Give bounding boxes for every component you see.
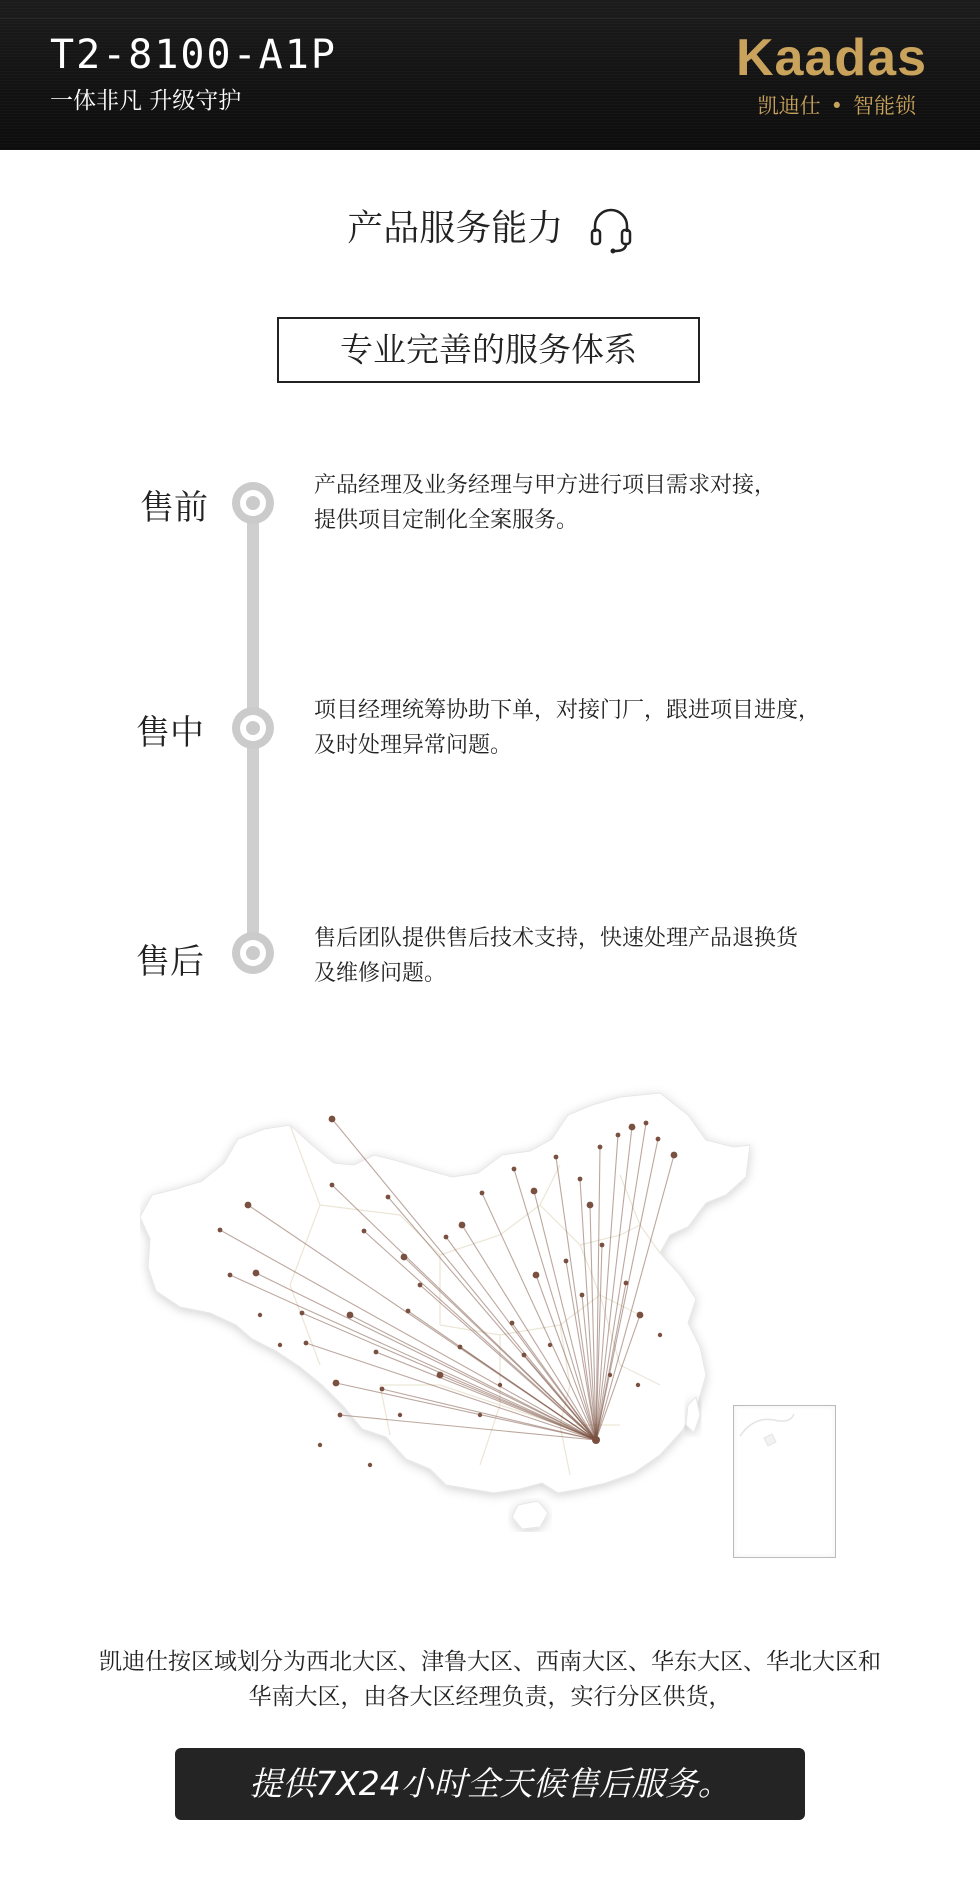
presale-desc-line1: 产品经理及业务经理与甲方进行项目需求对接， — [314, 473, 777, 498]
product-slogan: 一体非凡 升级守护 — [50, 88, 242, 114]
city-point — [333, 1380, 340, 1387]
city-point — [510, 1321, 515, 1326]
timeline-node-insale — [232, 707, 274, 749]
city-point — [245, 1202, 252, 1209]
city-point — [218, 1228, 223, 1233]
city-point — [498, 1383, 502, 1387]
city-point — [637, 1312, 644, 1319]
city-point — [587, 1202, 594, 1209]
region-line1: 凯迪仕按区域划分为西北大区、津鲁大区、西南大区、华东大区、华北大区和 — [99, 1649, 881, 1675]
presale-desc-line2: 提供项目定制化全案服务。 — [314, 508, 579, 533]
city-point — [644, 1121, 649, 1126]
city-point — [616, 1133, 621, 1138]
region-description — [60, 1645, 920, 1715]
city-point — [278, 1343, 282, 1347]
city-point — [418, 1283, 423, 1288]
stage-description-aftersale — [314, 921, 874, 991]
brand-dot: • — [830, 94, 843, 118]
city-point — [522, 1353, 527, 1358]
city-point — [600, 1243, 605, 1248]
city-point — [444, 1235, 449, 1240]
timeline-node-presale — [232, 482, 274, 524]
brand-tagline: 智能锁 — [853, 94, 916, 118]
city-point — [437, 1372, 444, 1379]
hub-point — [592, 1436, 600, 1444]
aftersale-desc-line1: 售后团队提供售后技术支持，快速处理产品退换货 — [314, 926, 799, 951]
service-banner: 提供7X24小时全天候售后服务。 — [175, 1748, 805, 1820]
stage-description-insale — [314, 693, 874, 763]
city-point — [253, 1270, 260, 1277]
city-point — [329, 1116, 336, 1123]
brand-subtitle — [736, 90, 916, 120]
stage-description-presale — [314, 468, 874, 538]
region-line2: 华南大区，由各大区经理负责，实行分区供货， — [248, 1684, 732, 1710]
city-point — [374, 1350, 379, 1355]
city-point — [512, 1167, 517, 1172]
city-point — [318, 1443, 322, 1447]
city-point — [401, 1254, 408, 1261]
city-point — [478, 1413, 482, 1417]
headset-icon — [589, 206, 633, 254]
section-title — [0, 200, 980, 254]
city-point — [330, 1183, 335, 1188]
city-point — [459, 1222, 466, 1229]
model-number: T2-8100-A1P — [50, 32, 337, 78]
city-point — [258, 1313, 262, 1317]
south-china-sea-inset — [733, 1405, 836, 1558]
china-map-shape — [140, 1093, 750, 1493]
city-point — [338, 1413, 343, 1418]
city-point — [531, 1188, 538, 1195]
city-point — [368, 1463, 372, 1467]
hainan-island — [512, 1501, 548, 1529]
stage-label-insale: 售中 — [136, 713, 204, 753]
service-system-box: 专业完善的服务体系 — [277, 317, 700, 383]
insale-desc-line2: 及时处理异常问题。 — [314, 733, 513, 758]
city-point — [564, 1259, 569, 1264]
city-point — [398, 1413, 402, 1417]
city-point — [228, 1273, 233, 1278]
city-point — [386, 1195, 391, 1200]
brand-logo — [736, 29, 927, 120]
stage-label-presale: 售前 — [140, 488, 208, 528]
city-point — [458, 1345, 463, 1350]
city-point — [671, 1152, 678, 1159]
city-point — [347, 1312, 354, 1319]
city-point — [380, 1387, 385, 1392]
city-point — [578, 1177, 583, 1182]
city-point — [629, 1124, 636, 1131]
city-point — [533, 1272, 540, 1279]
header-banner — [0, 0, 980, 150]
city-point — [548, 1343, 552, 1347]
city-point — [656, 1137, 661, 1142]
city-point — [362, 1229, 367, 1234]
city-point — [406, 1309, 411, 1314]
city-point — [554, 1155, 559, 1160]
city-point — [608, 1373, 612, 1377]
insale-desc-line1: 项目经理统筹协助下单，对接门厂，跟进项目进度， — [314, 698, 821, 723]
inset-coastline — [734, 1406, 835, 1557]
city-point — [636, 1383, 640, 1387]
timeline-node-aftersale — [232, 932, 274, 974]
city-point — [304, 1341, 309, 1346]
city-point — [658, 1333, 662, 1337]
brand-cn: 凯迪仕 — [757, 94, 821, 118]
city-point — [300, 1311, 305, 1316]
city-point — [624, 1281, 629, 1286]
city-point — [480, 1191, 485, 1196]
brand-name: Kaadas — [736, 29, 927, 87]
aftersale-desc-line2: 及维修问题。 — [314, 961, 447, 986]
section-title-text: 产品服务能力 — [347, 208, 564, 249]
city-point — [598, 1145, 603, 1150]
city-point — [580, 1293, 585, 1298]
stage-label-aftersale: 售后 — [136, 942, 204, 982]
